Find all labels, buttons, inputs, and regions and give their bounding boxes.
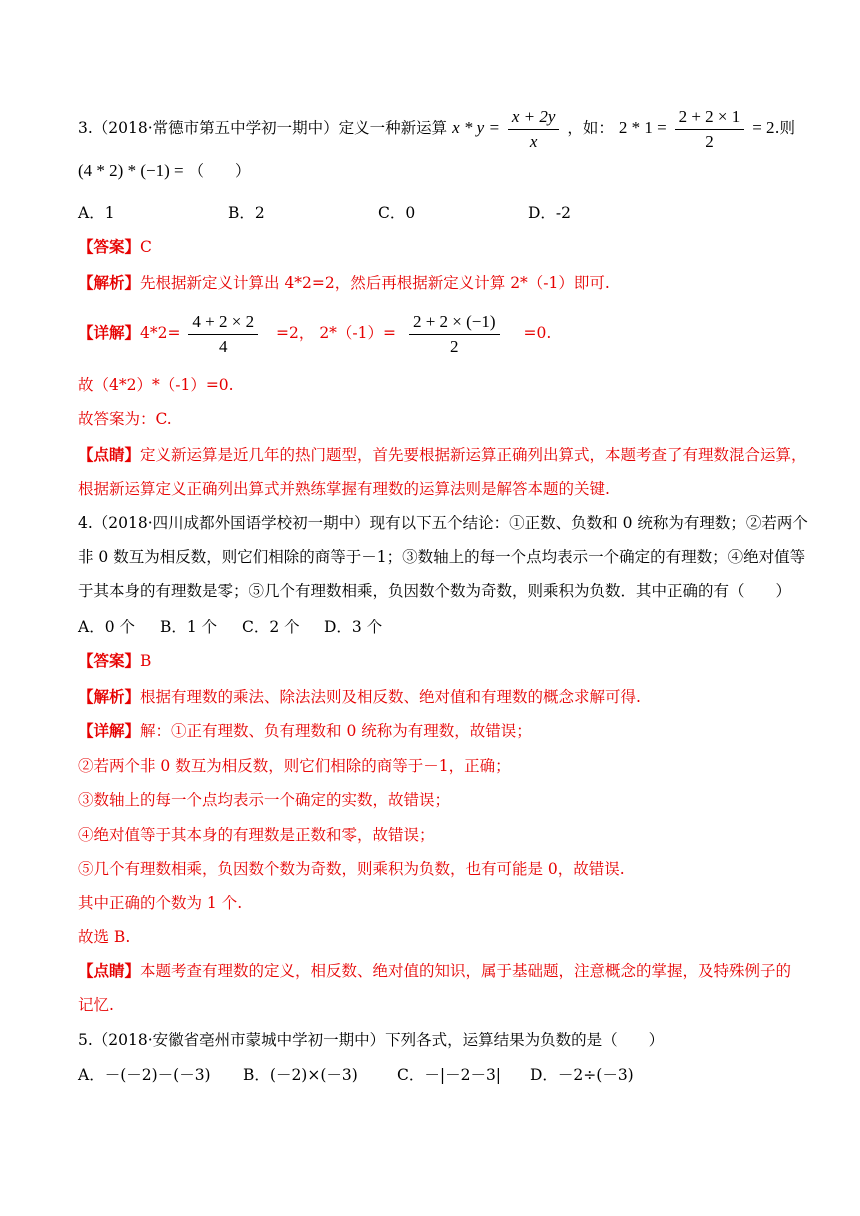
q3-therefore: 故（4*2）*（-1）=0. [78,376,234,394]
q3-comment-tag: 【点睛】 [78,445,141,464]
q5-option-c[interactable]: C．－|－2－3| [397,1066,502,1084]
q4-comment-1: 本题考查有理数的定义，相反数、绝对值的知识，属于基础题，注意概念的掌握，及特殊例子的 [140,962,792,980]
q4-answer-line [78,650,151,672]
q3-detail-numerator-2: 2 + 2 × (−1) [409,312,500,335]
q4-comment-line-1 [78,960,791,982]
q3-detail-c: =0. [523,324,552,342]
q3-comment-1: 定义新运算是近几年的热门题型，首先要根据新运算正确列出算式，本题考查了有理数混合运算， [140,446,807,464]
q3-def-fraction [508,107,560,152]
q3-def-denominator: x [529,131,538,151]
q5-option-a[interactable]: A．－(－2)－(－3) [78,1066,211,1084]
q4-stem-line-1: 4.（2018·四川成都外国语学校初一期中）现有以下五个结论：①正数、负数和 0 统称为有理数；②若两个 [78,514,808,532]
q3-option-b[interactable]: B．2 [228,204,265,222]
q4-detail-tag: 【详解】 [78,721,141,740]
q4-options [78,616,382,638]
q3-example-fraction [675,107,745,152]
q3-detail-line [78,310,551,357]
q3-comment-line-1 [78,444,807,466]
q4-detail-line-2: ②若两个非 0 数互为相反数，则它们相除的商等于－1，正确； [78,757,511,775]
q3-example-rhs: = 2 [752,118,775,137]
q3-detail-denominator-2: 2 [450,336,459,356]
q4-detail-1: 解：①正有理数、负有理数和 0 统称为有理数，故错误； [140,722,532,740]
q3-analysis-line [78,272,610,294]
q4-answer-tag: 【答案】 [78,651,141,670]
q4-option-b[interactable]: B．1 个 [160,618,218,636]
q3-detail-fraction-2 [409,312,500,357]
q4-analysis: 根据有理数的乘法、除法法则及相反数、绝对值和有理数的概念求解可得. [140,688,641,706]
q5-option-d[interactable]: D．－2÷(－3) [530,1066,634,1084]
q3-analysis-tag: 【解析】 [78,273,141,292]
q4-stem-line-3: 于其本身的有理数是零；⑤几个有理数相乘，负因数个数为奇数，则乘积为负数．其中正确的有（ ） [78,582,792,600]
q3-final-answer: 故答案为：C. [78,410,172,428]
q3-def-numerator: x + 2y [508,107,560,130]
q4-comment-tag: 【点睛】 [78,961,141,980]
q3-example-numerator: 2 + 2 × 1 [675,107,745,130]
q3-analysis: 先根据新定义计算出 4*2=2，然后再根据新定义计算 2*（-1）即可. [140,274,610,292]
q4-stem-line-2: 非 0 数互为相反数，则它们相除的商等于－1；③数轴上的每一个点均表示一个确定的有理数；④绝对值等 [78,548,806,566]
q3-example-denominator: 2 [705,131,714,151]
q4-count: 其中正确的个数为 1 个. [78,894,243,912]
q3-option-a[interactable]: A．1 [78,204,115,222]
q3-detail-b: =2， 2*（-1）= [276,324,397,342]
q4-detail-line-4: ④绝对值等于其本身的有理数是正数和零，故错误； [78,826,435,844]
q3-detail-denominator-1: 4 [219,336,228,356]
q4-analysis-tag: 【解析】 [78,687,141,706]
q3-option-c[interactable]: C．0 [378,204,416,222]
q4-detail-line-1 [78,720,532,742]
q4-detail-line-5: ⑤几个有理数相乘，负因数个数为奇数，则乘积为负数，也有可能是 0，故错误. [78,860,625,878]
q3-def-lhs: x * y = [452,118,500,137]
q4-answer: B [140,652,152,670]
q4-choose: 故选 B. [78,928,131,946]
q3-detail-numerator-1: 4 + 2 × 2 [188,312,258,335]
q3-answer-tag: 【答案】 [78,237,141,256]
q3-answer-line [78,236,152,258]
q5-options [78,1064,634,1086]
q4-option-d[interactable]: D．3 个 [324,618,383,636]
q3-detail-tag: 【详解】 [78,323,141,342]
q4-option-c[interactable]: C．2 个 [242,618,300,636]
q4-option-a[interactable]: A．0 个 [78,618,135,636]
q4-detail-line-3: ③数轴上的每一个点均表示一个确定的实数，故错误； [78,791,451,809]
q3-stem-text: 3.（2018·常德市第五中学初一期中）定义一种新运算 [78,119,448,137]
q3-stem [78,105,795,152]
q4-analysis-line [78,686,641,708]
q3-stem-ru: ，如： [567,119,614,137]
q3-detail-a: 4*2= [140,324,181,342]
q3-example-lhs: 2 * 1 = [618,118,667,137]
q3-comment-line-2: 根据新运算定义正确列出算式并熟练掌握有理数的运算法则是解答本题的关键. [78,480,610,498]
q3-answer-paren: （ ） [188,162,251,180]
q3-option-d[interactable]: D．-2 [528,204,572,222]
q3-options [78,202,571,224]
q5-option-b[interactable]: B．(－2)×(－3) [243,1066,358,1084]
q3-expression-line [78,160,251,182]
q3-stem-then: .则 [774,119,795,137]
q3-expression: (4 * 2) * (−1) = [78,161,184,180]
q5-stem: 5.（2018·安徽省亳州市蒙城中学初一期中）下列各式，运算结果为负数的是（ ） [78,1031,665,1049]
q3-answer: C [140,238,152,256]
q3-detail-fraction-1 [188,312,258,357]
q4-comment-line-2: 记忆. [78,996,114,1014]
